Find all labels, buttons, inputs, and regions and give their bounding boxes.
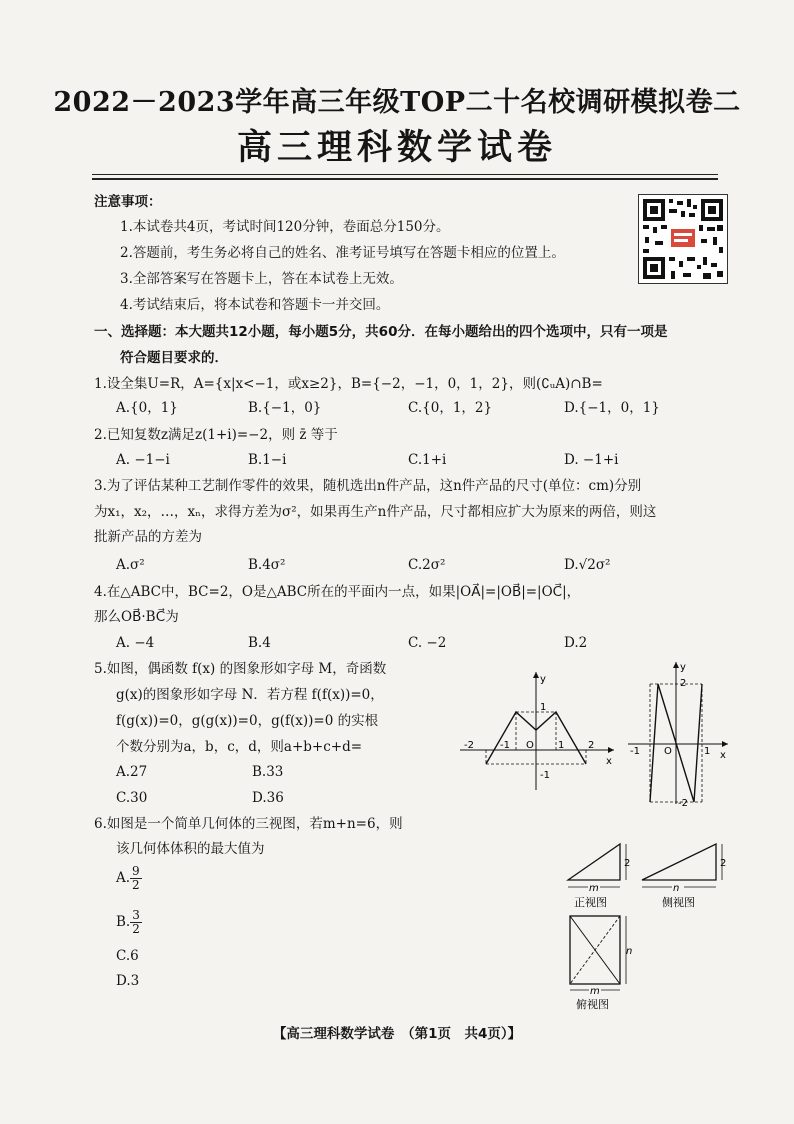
q1-option-a: A.{0，1} [116,400,178,416]
q3-option-a: A.σ² [116,557,145,573]
q5-option-c: C.30 [116,790,148,806]
page-footer: 【高三理科数学试卷 （第1页 共4页）】 [272,1026,522,1042]
qr-code-icon [638,194,728,284]
n-graph-origin: O [664,746,672,757]
exam-series-title: 2022－2023学年高三年级TOP二十名校调研模拟卷二 [53,87,741,118]
m-graph-tick-1: 1 [558,740,565,751]
q4-stem-line2: 那么OB⃗·BC⃗为 [94,609,179,625]
m-graph-y-neg1: -1 [540,770,550,781]
q6-option-b [116,908,142,936]
exam-subject-title: 高三理科数学试卷 [236,127,557,168]
top-view-n: n [626,946,633,957]
top-view-label: 俯视图 [576,998,609,1011]
q6-option-a-den: 2 [132,878,140,892]
side-view-n: n [673,883,680,894]
q3-stem-line3: 批新产品的方差为 [94,529,202,545]
note-item-3: 3.全部答案写在答题卡上，答在本试卷上无效。 [120,271,403,287]
n-graph-tick-1: 1 [704,746,711,757]
front-view-label: 正视图 [574,896,607,909]
q2-stem: 2.已知复数z满足z(1+i)=−2，则 z̄ 等于 [94,427,338,443]
n-graph-y-neg2: -2 [678,798,688,808]
q4-option-b: B.4 [248,635,271,651]
q6-option-d: D.3 [116,973,140,989]
q5-option-b: B.33 [252,764,284,780]
q6-stem-line1: 6.如图是一个简单几何体的三视图，若m+n=6，则 [94,816,403,832]
m-graph-x-label: x [606,756,612,767]
n-function-graph [624,656,732,808]
q1-option-d: D.{−1，0，1} [564,400,660,416]
q6-option-a-label: A. [116,870,131,886]
q1-stem: 1.设全集U=R，A={x|x<−1，或x≥2}，B={−2，−1，0，1，2}，则(∁ᵤA)∩B= [94,376,603,392]
q5-option-a: A.27 [116,764,148,780]
q3-stem-line2: 为x₁，x₂，…，xₙ，求得方差为σ²，如果再生产n件产品，尺寸都相应扩大为原来的两倍，则这 [94,504,657,520]
q6-option-a-num: 9 [132,864,140,878]
n-graph-tick-neg1: -1 [630,746,640,757]
q6-option-a [116,864,142,892]
q1-option-c: C.{0，1，2} [408,400,493,416]
q6-option-b-fraction [130,909,142,936]
three-view-diagram [560,836,740,1012]
q1-option-b: B.{−1，0} [248,400,322,416]
section-heading: 一、选择题：本大题共12小题，每小题5分，共60分．在每小题给出的四个选项中，只有一项是 [94,324,668,340]
q2-option-c: C.1+i [408,452,447,468]
side-view [642,844,726,909]
front-view [568,844,630,909]
m-graph-y-1: 1 [540,702,547,713]
q4-stem-line1: 4.在△ABC中，BC=2，O是△ABC所在的平面内一点，如果|OA⃗|=|OB⃗|=|OC⃗|， [94,584,581,600]
n-graph-y-label: y [680,662,686,673]
m-graph-tick-2: 2 [588,740,595,751]
m-graph-tick-neg1: -1 [500,740,510,751]
q5-stem-line1: 5.如图，偶函数 f(x) 的图象形如字母 M，奇函数 [94,661,387,677]
q5-stem-line3: f(g(x))=0，g(g(x))=0，g(f(x))=0 的实根 [116,713,379,729]
q2-option-d: D. −1+i [564,452,619,468]
section-heading-cont: 符合题目要求的． [120,350,228,366]
n-graph-x-label: x [720,750,726,761]
q6-option-a-fraction [130,865,142,892]
m-graph-y-label: y [540,674,546,685]
m-function-graph [456,660,620,796]
q3-stem-line1: 3.为了评估某种工艺制作零件的效果，随机选出n件产品，这n件产品的尺寸(单位：cm)分别 [94,478,642,494]
q3-option-d: D.√2σ² [564,557,611,573]
q6-option-b-den: 2 [132,922,140,936]
q6-option-b-label: B. [116,914,131,930]
side-view-label: 侧视图 [662,896,695,909]
q3-option-b: B.4σ² [248,557,286,573]
m-graph-origin: O [526,740,534,751]
notes-heading: 注意事项： [94,194,162,210]
front-view-height: 2 [624,858,631,869]
q4-option-c: C. −2 [408,635,447,651]
m-graph-tick-neg2: -2 [464,740,474,751]
q5-stem-line4: 个数分别为a，b，c，d，则a+b+c+d= [116,739,363,755]
q4-option-a: A. −4 [116,635,155,651]
side-view-height: 2 [720,858,727,869]
q2-option-b: B.1−i [248,452,287,468]
q6-stem-line2: 该几何体体积的最大值为 [116,841,265,857]
top-view [570,916,632,1011]
front-view-m: m [589,883,599,894]
q6-option-b-num: 3 [132,908,140,922]
q3-option-c: C.2σ² [408,557,446,573]
note-item-1: 1.本试卷共4页，考试时间120分钟，卷面总分150分。 [120,219,450,235]
q4-option-d: D.2 [564,635,588,651]
note-item-4: 4.考试结束后，将本试卷和答题卡一并交回。 [120,297,390,313]
q6-option-c: C.6 [116,948,139,964]
q2-option-a: A. −1−i [116,452,170,468]
top-view-m: m [590,986,600,997]
header-rule-top [92,174,718,175]
q5-option-d: D.36 [252,790,284,806]
q5-stem-line2: g(x)的图象形如字母 N．若方程 f(f(x))=0， [116,687,384,703]
note-item-2: 2.答题前，考生务必将自己的姓名、准考证号填写在答题卡相应的位置上。 [120,245,565,261]
n-graph-y-2: 2 [680,678,687,689]
header-rule-bottom [92,178,718,180]
